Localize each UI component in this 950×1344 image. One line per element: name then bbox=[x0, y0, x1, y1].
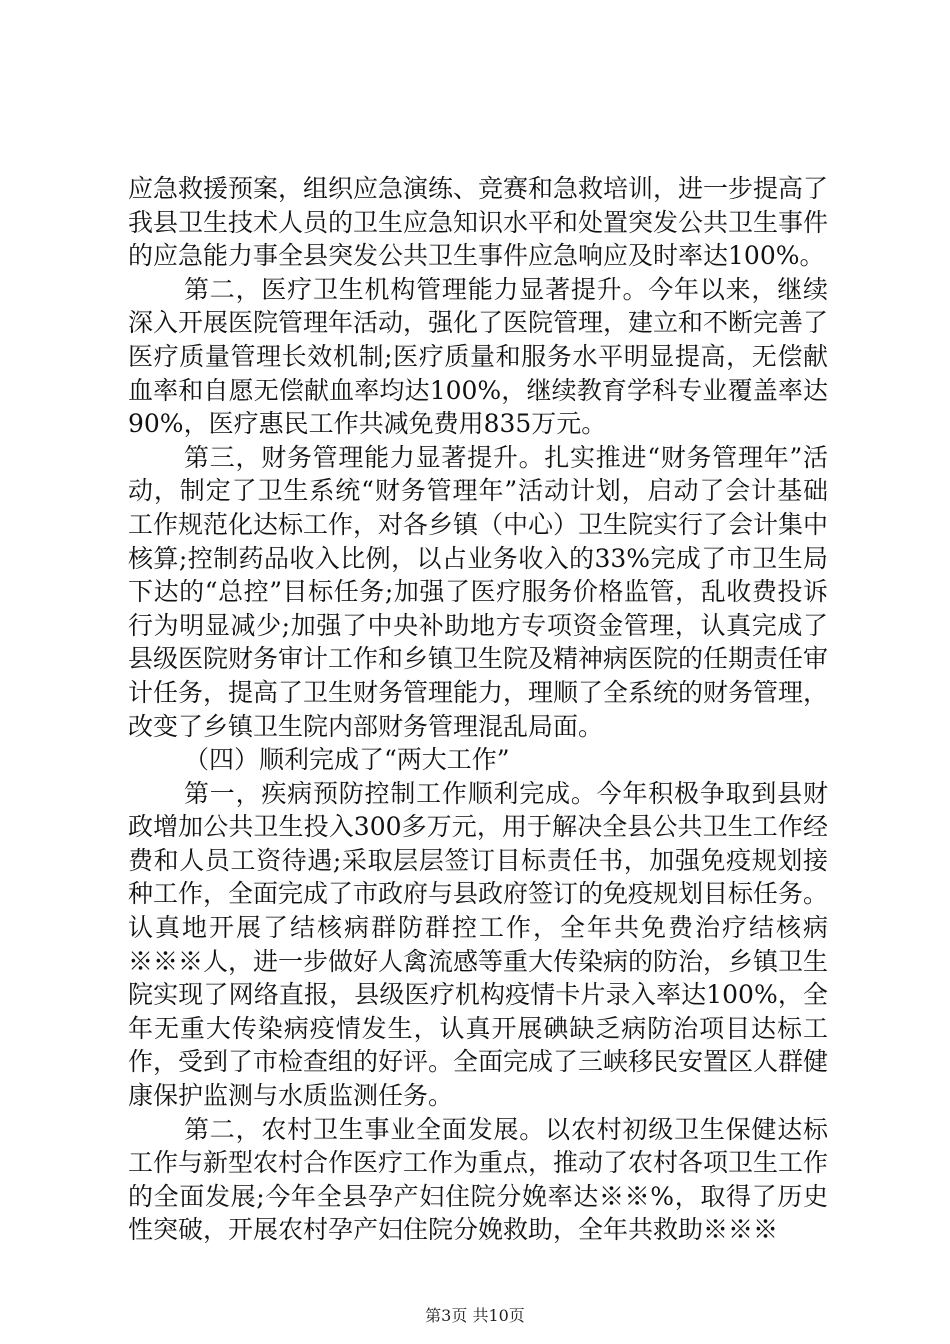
paragraph-medical-management: 第二，医疗卫生机构管理能力显著提升。今年以来，继续深入开展医院管理年活动，强化了医院管理，建立和不断完善了医疗质量管理长效机制;医疗质量和服务水平明显提高，无偿献血率和自愿无偿献血率均达100%，继续教育学科专业覆盖率达90%，医疗惠民工作共减免费用835万元。 bbox=[128, 274, 829, 439]
page-number-footer: 第3页 共10页 bbox=[425, 1306, 525, 1325]
section-heading-two-major-tasks: （四）顺利完成了“两大工作” bbox=[184, 745, 510, 775]
paragraph-financial-management: 第三，财务管理能力显著提升。扎实推进“财务管理年”活动，制定了卫生系统“财务管理年”活动计划，启动了会计基础工作规范化达标工作，对各乡镇（中心）卫生院实行了会计集中核算;控制药品收入比例，以占业务收入的33%完成了市卫生局下达的“总控”目标任务;加强了医疗服务价格监管，乱收费投诉行为明显减少;加强了中央补助地方专项资金管理，认真完成了县级医院财务审计工作和乡镇卫生院及精神病医院的任期责任审计任务，提高了卫生财务管理能力，理顺了全系统的财务管理，改变了乡镇卫生院内部财务管理混乱局面。 bbox=[128, 442, 829, 741]
paragraph-emergency-continuation: 应急救援预案，组织应急演练、竞赛和急救培训，进一步提高了我县卫生技术人员的卫生应急知识水平和处置突发公共卫生事件的应急能力事全县突发公共卫生事件应急响应及时率达100%。 bbox=[128, 174, 829, 271]
document-body bbox=[128, 172, 828, 1247]
paragraph-rural-health: 第二，农村卫生事业全面发展。以农村初级卫生保健达标工作与新型农村合作医疗工作为重点，推动了农村各项卫生工作的全面发展;今年全县孕产妇住院分娩率达※※%，取得了历史性突破，开展农村孕产妇住院分娩救助，全年共救助※※※ bbox=[128, 1114, 829, 1245]
paragraph-disease-prevention: 第一，疾病预防控制工作顺利完成。今年积极争取到县财政增加公共卫生投入300多万元，用于解决全县公共卫生工作经费和人员工资待遇;采取层层签订目标责任书，加强免疫规划接种工作，全面完成了市政府与县政府签订的免疫规划目标任务。认真地开展了结核病群防群控工作，全年共免费治疗结核病※※※人，进一步做好人禽流感等重大传染病的防治，乡镇卫生院实现了网络直报，县级医疗机构疫情卡片录入率达100%，全年无重大传染病疫情发生，认真开展碘缺乏病防治项目达标工作，受到了市检查组的好评。全面完成了三峡移民安置区人群健康保护监测与水质监测任务。 bbox=[128, 778, 829, 1111]
